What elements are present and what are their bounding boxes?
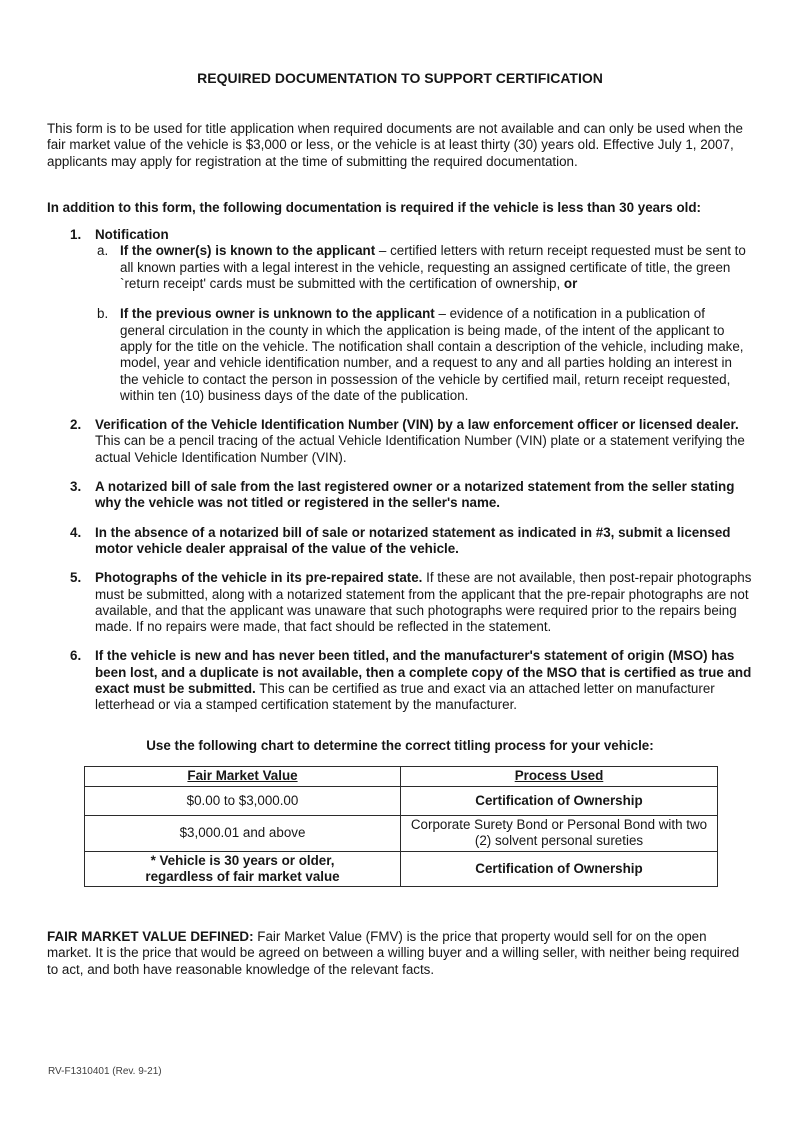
fmv-cell: $3,000.01 and above bbox=[85, 815, 401, 851]
list-item-text bbox=[95, 417, 753, 466]
list-item-body bbox=[95, 417, 753, 466]
form-number-footer: RV-F1310401 (Rev. 9-21) bbox=[48, 1066, 162, 1077]
table-header-process-used: Process Used bbox=[401, 766, 718, 786]
list-item-rest: If these are not available, then post-repair photographs must be submitted, along with a notarized statement from the applicant that the pre-repair photographs are not available, and that the applicant was unaware that such photographs were required prior to the repairs being made. If no repairs were made, that fact should be reflected in the statement. bbox=[95, 570, 752, 635]
fmv-definition-text: Fair Market Value (FMV) is the price that property would sell for on the open market. It is the price that would be agreed on between a willing buyer and a willing seller, with neither being required to act, and both have reasonable knowledge of the relevant facts. bbox=[47, 929, 740, 977]
subitem-a bbox=[95, 243, 753, 292]
list-item-number: 2. bbox=[70, 417, 82, 433]
list-item-photographs bbox=[47, 570, 753, 635]
list-item-lead: In the absence of a notarized bill of sale or notarized statement as indicated in #3, submit a licensed motor vehicle dealer appraisal of the value of the vehicle. bbox=[95, 524, 731, 556]
list-item-mso bbox=[47, 648, 753, 713]
subitem-letter: b. bbox=[97, 306, 109, 322]
subitem-lead: If the previous owner is unknown to the applicant bbox=[120, 306, 435, 322]
list-item-dealer-appraisal bbox=[47, 525, 753, 558]
table-header-row bbox=[85, 766, 718, 786]
subitem-rest: – evidence of a notification in a publication of general circulation in the county in which the application is being made, of the intent of the applicant to apply for the title on the vehicle. The notification shall contain a description of the vehicle, including make, model, year and vehicle identification number, and a request to any and all parties holding an interest in the vehicle to contact the person in possession of the vehicle by certified mail, return receipt requested, within ten (10) business days of the date of the publication. bbox=[120, 306, 744, 403]
list-item-body bbox=[95, 227, 753, 404]
list-item-text bbox=[95, 227, 753, 243]
fmv-cell: * Vehicle is 30 years or older, regardless of fair market value bbox=[85, 851, 401, 887]
list-item-number: 4. bbox=[70, 524, 82, 540]
subitem-lead: If the owner(s) is known to the applicant bbox=[120, 243, 376, 259]
list-item-text bbox=[95, 479, 753, 512]
list-item-notification bbox=[47, 227, 753, 404]
subitem-letter: a. bbox=[97, 243, 109, 259]
list-item-number: 6. bbox=[70, 648, 82, 664]
fmv-definition bbox=[47, 929, 753, 978]
list-item-text bbox=[95, 648, 753, 713]
list-item-vin-verification bbox=[47, 417, 753, 466]
list-item-rest: This can be a pencil tracing of the actual Vehicle Identification Number (VIN) plate or a statement verifying the actual Vehicle Identification Number (VIN). bbox=[95, 433, 745, 465]
requirements-list bbox=[47, 227, 753, 713]
subitem-text bbox=[120, 243, 753, 292]
list-item-lead: Notification bbox=[95, 227, 169, 243]
table-header-fair-market-value: Fair Market Value bbox=[85, 766, 401, 786]
section-heading: In addition to this form, the following documentation is required if the vehicle is less than 30 years old: bbox=[47, 199, 702, 215]
titling-chart-intro: Use the following chart to determine the correct titling process for your vehicle: bbox=[146, 737, 654, 753]
table-row bbox=[85, 851, 718, 887]
subitem-text bbox=[120, 306, 753, 404]
table-row bbox=[85, 786, 718, 815]
fmv-cell: $0.00 to $3,000.00 bbox=[85, 786, 401, 815]
process-cell: Certification of Ownership bbox=[401, 851, 718, 887]
list-item-number: 1. bbox=[70, 227, 82, 243]
list-item-number: 3. bbox=[70, 479, 82, 495]
list-item-number: 5. bbox=[70, 570, 82, 586]
intro-paragraph: This form is to be used for title application when required documents are not available and can only be used when the fair market value of the vehicle is $3,000 or less, or the vehicle is at least thirty (30) years old. Effective July 1, 2007, applicants may apply for registration at the time of submitting the required documentation. bbox=[47, 121, 743, 169]
list-item-lead: Photographs of the vehicle in its pre-repaired state. bbox=[95, 570, 423, 586]
list-item-body bbox=[95, 479, 753, 512]
list-item-body bbox=[95, 570, 753, 635]
list-item-lead: A notarized bill of sale from the last registered owner or a notarized statement from the seller stating why the vehicle was not titled or registered in the seller's name. bbox=[95, 479, 735, 511]
subitem-bold-suffix: or bbox=[563, 276, 578, 292]
list-item-text bbox=[95, 570, 753, 635]
subitem-b bbox=[95, 306, 753, 404]
list-item-text bbox=[95, 525, 753, 558]
subitem-rest: – certified letters with return receipt requested must be sent to all known parties with a legal interest in the vehicle, requesting an assigned certificate of title, the green `return receipt' cards must be submitted with the certification of ownership, bbox=[120, 243, 746, 292]
list-item-body bbox=[95, 648, 753, 713]
list-item-rest: This can be certified as true and exact via an attached letter on manufacturer letterhead or via a stamped certification statement by the manufacturer. bbox=[95, 681, 715, 713]
document-title: REQUIRED DOCUMENTATION TO SUPPORT CERTIFICATION bbox=[197, 70, 603, 86]
table-row bbox=[85, 815, 718, 851]
list-item-bill-of-sale bbox=[47, 479, 753, 512]
fmv-definition-label: FAIR MARKET VALUE DEFINED: bbox=[47, 929, 254, 945]
process-cell: Corporate Surety Bond or Personal Bond with two (2) solvent personal sureties bbox=[401, 815, 718, 851]
list-item-lead: Verification of the Vehicle Identification Number (VIN) by a law enforcement officer or licensed dealer. bbox=[95, 417, 739, 433]
list-item-body bbox=[95, 525, 753, 558]
titling-process-table bbox=[84, 766, 718, 887]
list-item-lead: If the vehicle is new and has never been titled, and the manufacturer's statement of origin (MSO) has been lost, and a duplicate is not available, then a complete copy of the MSO that is certified as true and exact must be submitted. bbox=[95, 648, 752, 697]
process-cell: Certification of Ownership bbox=[401, 786, 718, 815]
